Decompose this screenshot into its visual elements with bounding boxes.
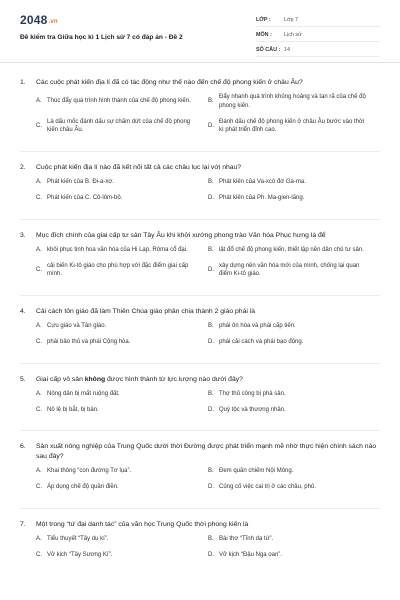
- question-text: [36, 442, 380, 462]
- answer-options: [20, 467, 380, 499]
- meta-value: 14: [284, 47, 290, 53]
- meta-key: MÔN :: [256, 32, 272, 38]
- question-text: [36, 163, 380, 173]
- meta-row: [256, 44, 380, 57]
- answer-option[interactable]: [36, 262, 208, 280]
- meta-value: Lớp 7: [284, 17, 299, 23]
- option-letter: D.: [208, 122, 214, 129]
- question-text: [36, 375, 380, 385]
- question-text-part: được hình thành từ lực lượng nào dưới đây?: [105, 375, 243, 383]
- answer-option[interactable]: [208, 406, 380, 415]
- option-letter: B.: [208, 468, 214, 475]
- option-text: Quý tộc và thương nhân.: [219, 406, 286, 413]
- question-text-part: Giai cấp vô sản: [36, 375, 85, 383]
- answer-options: [20, 246, 380, 286]
- meta-key: SỐ CÂU :: [256, 47, 281, 53]
- option-letter: D.: [208, 551, 214, 558]
- option-letter: B.: [208, 323, 214, 330]
- meta-value: Lịch sử: [284, 32, 302, 38]
- option-letter: C.: [36, 551, 42, 558]
- exam-meta: [256, 14, 380, 59]
- question-text-part: Cải cách tôn giáo đã làm Thiên Chúa giáo phân chia thành 2 giáo phái là: [36, 308, 256, 316]
- option-letter: A.: [36, 98, 42, 105]
- question-line: [20, 442, 380, 462]
- question-3: [0, 231, 400, 286]
- question-text-part: Một trong “tứ đại danh tác” của văn học Trung Quốc thời phong kiến là: [36, 520, 249, 528]
- logo-text: 2048: [20, 13, 48, 27]
- answer-option[interactable]: [36, 194, 208, 203]
- logo-suffix: .vn: [48, 19, 58, 25]
- answer-option[interactable]: [36, 178, 208, 187]
- answer-option[interactable]: [208, 246, 380, 255]
- option-letter: C.: [36, 406, 42, 413]
- answer-option[interactable]: [36, 535, 208, 544]
- option-letter: A.: [36, 535, 42, 542]
- question-divider: [20, 430, 380, 431]
- option-text: Thúc đẩy quá trình hình thành của chế độ phong kiến.: [47, 98, 191, 105]
- question-text-part: Sản xuất nông nghiệp của Trung Quốc dưới thời Đường được phát triển mạnh mẽ nhờ thực hiện chính sách nào sau đây?: [36, 443, 377, 461]
- question-divider: [20, 295, 380, 296]
- answer-option[interactable]: [36, 118, 208, 136]
- option-text: Đẩy nhanh quá trình khủng hoảng và tan rã của chế độ phong kiến.: [219, 94, 366, 109]
- question-list: [0, 78, 400, 576]
- option-text: Phát kiến của B. Đi-a-xơ.: [47, 179, 114, 186]
- answer-option[interactable]: [208, 322, 380, 331]
- question-line: [20, 307, 380, 317]
- option-letter: B.: [208, 390, 214, 397]
- question-text: [36, 231, 380, 241]
- option-text: Tiểu thuyết “Tây du kí”.: [47, 535, 109, 542]
- option-text: Đánh dấu chế độ phong kiến ở châu Âu bước vào thời kì phát triển đỉnh cao.: [219, 118, 365, 134]
- option-letter: A.: [36, 390, 42, 397]
- option-text: phái bảo thủ và phái Cộng hòa.: [47, 338, 131, 345]
- answer-option[interactable]: [36, 551, 208, 560]
- option-text: Vở kịch “Đậu Nga oan”.: [219, 551, 282, 558]
- question-divider: [20, 219, 380, 220]
- answer-options: [20, 178, 380, 210]
- option-text: Nô lệ bị bắt, bị bán.: [47, 406, 99, 413]
- meta-key: LỚP :: [256, 17, 271, 23]
- meta-row: [256, 14, 380, 27]
- answer-option[interactable]: [208, 483, 380, 492]
- question-divider: [20, 508, 380, 509]
- option-text: cải biến Ki-tô giáo cho phù hợp với đặc điểm giai cấp mình.: [47, 262, 189, 278]
- answer-option[interactable]: [36, 322, 208, 331]
- option-letter: A.: [36, 246, 42, 253]
- option-text: Khai thông “con đường Tơ lụa”.: [47, 468, 132, 475]
- question-text: [36, 307, 380, 317]
- option-text: Phát kiến của C. Cô-lôm-bô.: [47, 194, 123, 201]
- answer-option[interactable]: [36, 338, 208, 347]
- answer-option[interactable]: [208, 535, 380, 544]
- option-text: khôi phục tinh hoa văn hóa của Hi Lạp, Rôma cổ đại.: [47, 246, 188, 253]
- option-letter: A.: [36, 179, 42, 186]
- answer-option[interactable]: [208, 551, 380, 560]
- page-title: Đề kiểm tra Giữa học kì 1 Lịch sử 7 có đáp án - Đề 2: [20, 34, 183, 41]
- option-text: lật đổ chế độ phong kiến, thiết lập nền dân chủ tư sản.: [219, 246, 364, 253]
- option-text: Vở kịch “Tây Sương Kí”.: [47, 551, 113, 558]
- question-number: 2.: [20, 164, 26, 172]
- answer-options: [20, 322, 380, 354]
- option-letter: C.: [36, 338, 42, 345]
- question-number: 3.: [20, 231, 26, 239]
- answer-option[interactable]: [208, 118, 380, 136]
- option-letter: D.: [208, 266, 214, 273]
- answer-option[interactable]: [208, 93, 380, 111]
- answer-option[interactable]: [208, 262, 380, 280]
- option-letter: C.: [36, 484, 42, 491]
- question-divider: [20, 151, 380, 152]
- option-text: Bài thơ “Tĩnh dạ tứ”.: [219, 535, 274, 542]
- question-6: [0, 442, 400, 499]
- answer-option[interactable]: [208, 390, 380, 399]
- option-text: Đem quân chiếm Nội Mông.: [219, 468, 294, 475]
- option-text: Áp dụng chế độ quân điền.: [47, 484, 119, 491]
- option-text: phái ôn hòa và phái cấp tiến.: [219, 323, 296, 330]
- question-1: [0, 78, 400, 142]
- question-number: 5.: [20, 375, 26, 383]
- option-letter: B.: [208, 179, 214, 186]
- question-2: [0, 163, 400, 210]
- answer-option[interactable]: [208, 178, 380, 187]
- option-text: Củng cố việc cai trị ở các châu, phủ.: [219, 484, 316, 491]
- answer-option[interactable]: [208, 467, 380, 476]
- answer-option[interactable]: [36, 390, 208, 399]
- question-line: [20, 78, 380, 88]
- question-text-part: Cuộc phát kiến địa lí nào đã kết nối tất cả các châu lục lại với nhau?: [36, 164, 242, 172]
- question-7: [0, 520, 400, 567]
- option-letter: B.: [208, 246, 214, 253]
- option-letter: A.: [36, 323, 42, 330]
- answer-options: [20, 390, 380, 422]
- option-letter: B.: [208, 98, 214, 105]
- option-text: Phát kiến của Ph. Ma-gien-lăng.: [219, 194, 305, 201]
- answer-option[interactable]: [36, 93, 208, 111]
- question-line: [20, 163, 380, 173]
- option-letter: C.: [36, 194, 42, 201]
- option-text: Phát kiến của Va-xcô đơ Ga-ma.: [219, 179, 306, 186]
- answer-option[interactable]: [36, 246, 208, 255]
- answer-options: [20, 93, 380, 142]
- question-divider: [20, 363, 380, 364]
- option-text: phái cải cách và phái bạo động.: [219, 338, 304, 345]
- question-line: [20, 375, 380, 385]
- question-text-emphasis: không: [84, 375, 106, 383]
- answer-option[interactable]: [208, 338, 380, 347]
- option-text: Nông dân bị mất ruộng đất.: [47, 390, 120, 397]
- question-text-part: Mục đích chính của giai cấp tư sản Tây Âu khi khởi xướng phong trào Văn hóa Phục hưng là để: [36, 231, 326, 239]
- question-4: [0, 307, 400, 354]
- header: [0, 0, 400, 63]
- question-line: [20, 231, 380, 241]
- option-letter: D.: [208, 484, 214, 491]
- option-letter: D.: [208, 406, 214, 413]
- question-number: 6.: [20, 443, 26, 451]
- question-number: 7.: [20, 520, 26, 528]
- question-text: [36, 78, 380, 88]
- option-letter: D.: [208, 194, 214, 201]
- answer-option[interactable]: [36, 483, 208, 492]
- option-letter: B.: [208, 535, 214, 542]
- option-letter: C.: [36, 266, 42, 273]
- option-text: Cựu giáo và Tân giáo.: [47, 323, 107, 330]
- meta-row: [256, 29, 380, 42]
- option-letter: D.: [208, 338, 214, 345]
- option-text: Thợ thủ công bị phá sản.: [219, 390, 286, 397]
- option-text: Là dấu mốc đánh dấu sự chấm dứt của chế độ phong kiến châu Âu.: [47, 118, 191, 134]
- question-number: 4.: [20, 308, 26, 316]
- option-text: xây dựng nền văn hóa mới của mình, chống lại quan điểm Ki-tô giáo.: [219, 262, 360, 278]
- question-text-part: Các cuộc phát kiến địa lí đã có tác động như thế nào đến chế độ phong kiến ở châu Âu?: [36, 79, 303, 86]
- answer-options: [20, 535, 380, 567]
- option-letter: C.: [36, 122, 42, 129]
- question-number: 1.: [20, 79, 26, 86]
- option-letter: A.: [36, 468, 42, 475]
- site-logo[interactable]: [20, 13, 58, 27]
- question-5: [0, 375, 400, 422]
- answer-option[interactable]: [208, 194, 380, 203]
- question-line: [20, 520, 380, 530]
- question-text: [36, 520, 380, 530]
- answer-option[interactable]: [36, 406, 208, 415]
- answer-option[interactable]: [36, 467, 208, 476]
